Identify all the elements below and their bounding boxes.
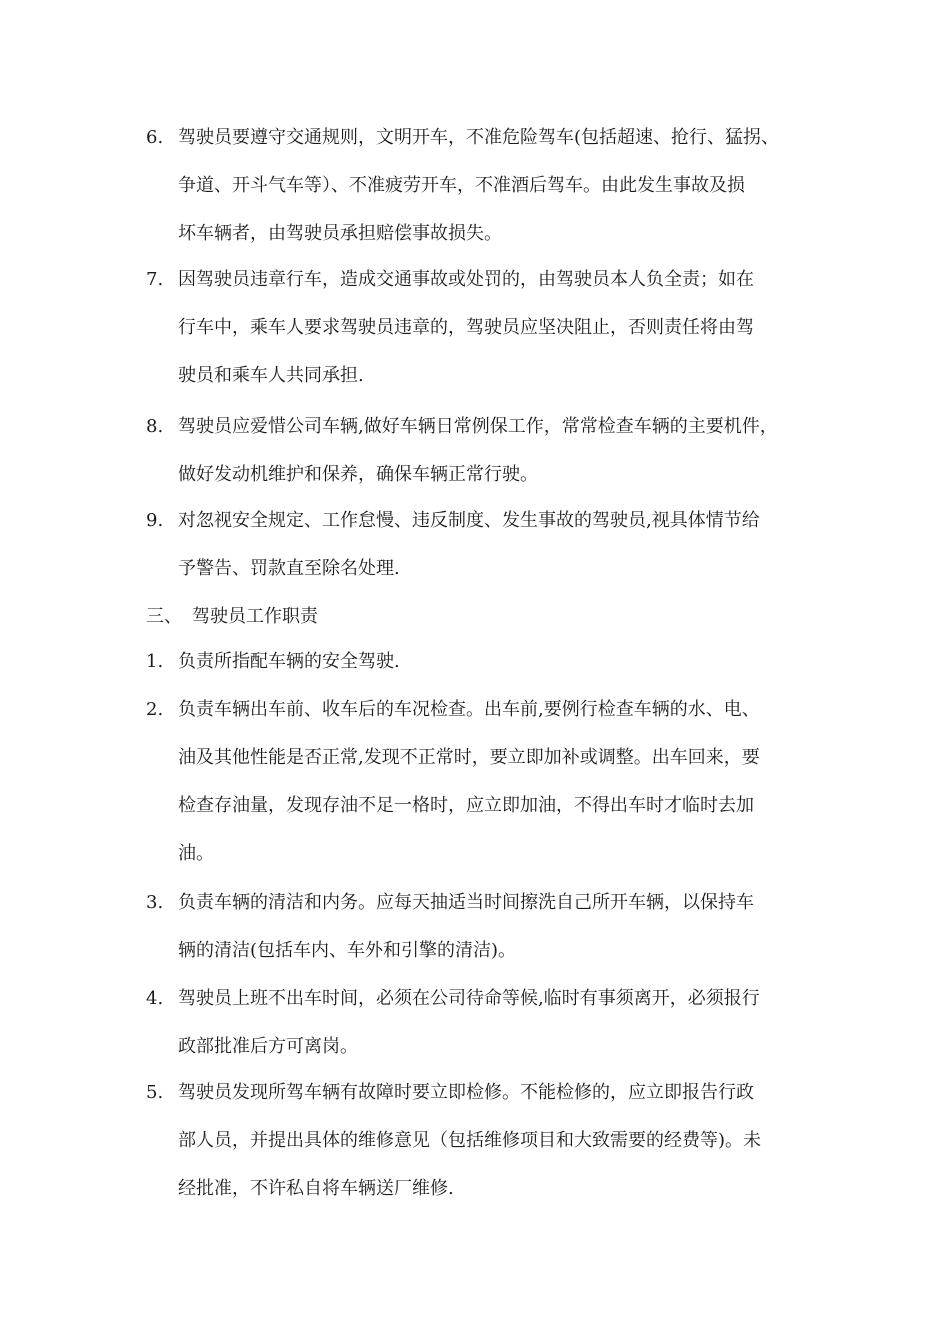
item-text xyxy=(178,975,818,1071)
item-line: 对忽视安全规定、工作怠慢、违反制度、发生事故的驾驶员,视具体情节给 xyxy=(178,510,760,531)
item-line: 驶员和乘车人共同承担. xyxy=(178,365,364,386)
item-line: 部人员，并提出具体的维修意见（包括维修项目和大致需要的经费等)。未 xyxy=(178,1130,762,1151)
list-item xyxy=(146,114,826,258)
item-number: 2. xyxy=(146,699,164,720)
list-item xyxy=(146,1069,826,1213)
item-line: 驾驶员要遵守交通规则，文明开车，不准危险驾车(包括超速、抢行、猛拐、 xyxy=(178,127,780,148)
section-title: 驾驶员工作职责 xyxy=(192,606,318,627)
item-text xyxy=(178,256,818,400)
item-line: 驾驶员上班不出车时间，必须在公司待命等候,临时有事须离开，必须报行 xyxy=(178,988,760,1009)
list-item xyxy=(146,686,826,878)
list-item xyxy=(146,879,826,975)
item-line: 驾驶员应爱惜公司车辆,做好车辆日常例保工作，常常检查车辆的主要机件， xyxy=(178,416,778,437)
item-number: 9. xyxy=(146,510,164,531)
item-line: 坏车辆者，由驾驶员承担赔偿事故损失。 xyxy=(178,223,502,244)
item-line: 油。 xyxy=(178,843,214,864)
item-number: 4. xyxy=(146,988,164,1009)
list-item xyxy=(146,256,826,400)
item-number: 8. xyxy=(146,416,164,437)
item-line: 行车中，乘车人要求驾驶员违章的，驾驶员应坚决阻止，否则责任将由驾 xyxy=(178,317,754,338)
item-line: 检查存油量，发现存油不足一格时，应立即加油，不得出车时才临时去加 xyxy=(178,795,754,816)
item-text xyxy=(178,403,818,499)
item-line: 负责所指配车辆的安全驾驶. xyxy=(178,651,400,672)
item-line: 油及其他性能是否正常,发现不正常时，要立即加补或调整。出车回来，要 xyxy=(178,747,760,768)
section-number: 三、 xyxy=(146,606,182,627)
item-line: 经批准，不许私自将车辆送厂维修. xyxy=(178,1178,454,1199)
list-item xyxy=(146,497,826,593)
item-text xyxy=(178,638,818,686)
item-line: 负责车辆的清洁和内务。应每天抽适当时间擦洗自己所开车辆，以保持车 xyxy=(178,892,754,913)
list-item xyxy=(146,638,826,686)
item-line: 争道、开斗气车等）、不准疲劳开车，不准酒后驾车。由此发生事故及损 xyxy=(178,175,745,196)
item-line: 辆的清洁(包括车内、车外和引擎的清洁)。 xyxy=(178,940,517,961)
item-text xyxy=(178,114,818,258)
item-line: 政部批准后方可离岗。 xyxy=(178,1036,358,1057)
item-line: 负责车辆出车前、收车后的车况检查。出车前,要例行检查车辆的水、电、 xyxy=(178,699,760,720)
item-line: 予警告、罚款直至除名处理. xyxy=(178,558,400,579)
item-text xyxy=(178,686,818,878)
section-heading xyxy=(146,593,318,641)
item-number: 5. xyxy=(146,1082,164,1103)
item-line: 驾驶员发现所驾车辆有故障时要立即检修。不能检修的，应立即报告行政 xyxy=(178,1082,754,1103)
item-number: 6. xyxy=(146,127,164,148)
item-number: 1. xyxy=(146,651,164,672)
item-text xyxy=(178,497,818,593)
list-item xyxy=(146,975,826,1071)
item-line: 因驾驶员违章行车，造成交通事故或处罚的，由驾驶员本人负全责；如在 xyxy=(178,269,754,290)
item-number: 7. xyxy=(146,269,164,290)
item-line: 做好发动机维护和保养，确保车辆正常行驶。 xyxy=(178,464,538,485)
item-text xyxy=(178,1069,818,1213)
list-item xyxy=(146,403,826,499)
item-number: 3. xyxy=(146,892,164,913)
item-text xyxy=(178,879,818,975)
